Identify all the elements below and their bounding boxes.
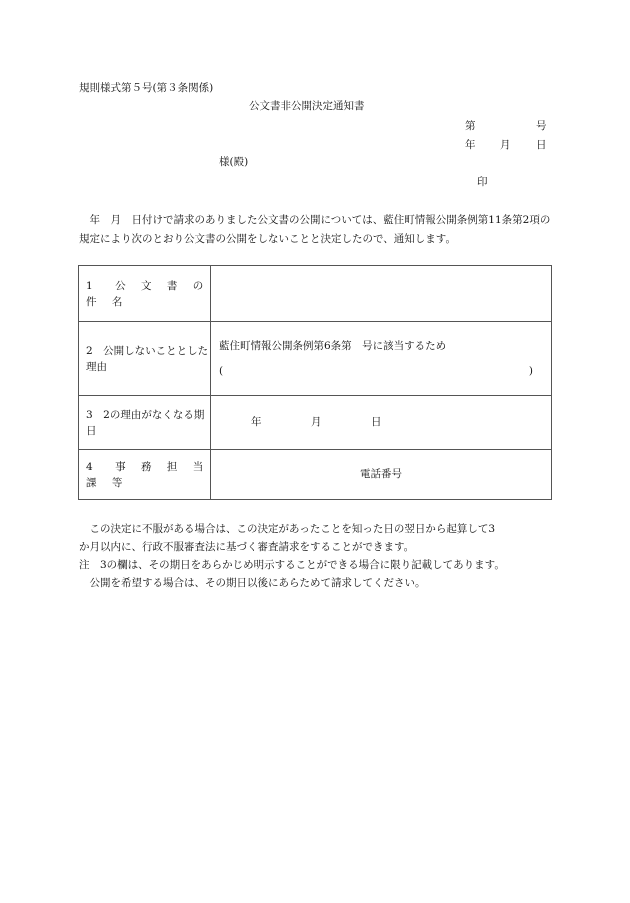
table-row xyxy=(79,322,552,396)
reason-parentheses xyxy=(211,365,551,378)
row-label-document-name: 1 公 文 書 の 件 名 xyxy=(79,266,211,322)
doc-number-go: 号 xyxy=(536,120,547,132)
phone-label: 電話番号 xyxy=(211,450,552,500)
date-year: 年 xyxy=(465,139,476,151)
table-row xyxy=(79,396,552,450)
reason-cell xyxy=(211,322,552,396)
row-label-expiry-date: 3 2の理由がなくなる期日 xyxy=(79,396,211,450)
date-month: 月 xyxy=(500,139,511,151)
open-paren: ( xyxy=(219,364,224,377)
reason-text: 藍住町情報公開条例第6条第 号に該当するため xyxy=(219,339,447,352)
seal-mark: 印 xyxy=(477,176,488,188)
note-line-4: 公開を希望する場合は、その期日以後にあらためて請求してください。 xyxy=(79,577,426,589)
expiry-date-fields xyxy=(211,416,551,429)
note-line-3: 注 3の欄は、その期日をあらかじめ明示することができる場合に限り記載してあります。 xyxy=(79,559,505,571)
notice-body: 年 月 日付けで請求のありました公文書の公開については、藍住町情報公開条例第11条第2項の規定により次のとおり公文書の公開をしないことと決定したので、通知します。 xyxy=(79,214,551,245)
expiry-month: 月 xyxy=(311,416,322,429)
recipient-suffix: 様(殿) xyxy=(219,156,249,168)
form-label: 規則様式第５号(第３条関係) xyxy=(79,82,214,94)
document-title: 公文書非公開決定通知書 xyxy=(249,100,365,112)
row-label-department: 4 事 務 担 当 課 等 xyxy=(79,450,211,500)
date-day: 日 xyxy=(536,139,547,151)
notes-section xyxy=(79,520,559,592)
expiry-year: 年 xyxy=(251,416,262,429)
table-row xyxy=(79,450,552,500)
close-paren: ) xyxy=(528,364,533,377)
decision-table xyxy=(78,265,552,500)
expiry-date-cell xyxy=(211,396,552,450)
doc-number-dai: 第 xyxy=(465,120,476,132)
note-line-1: この決定に不服がある場合は、この決定があったことを知った日の翌日から起算して3 xyxy=(79,523,496,535)
document-name-value xyxy=(211,266,552,322)
table-row xyxy=(79,266,552,322)
row-label-reason: 2 公開しないこととした理由 xyxy=(79,322,211,396)
expiry-day: 日 xyxy=(371,416,382,429)
note-line-2: か月以内に、行政不服審査法に基づく審査請求をすることができます。 xyxy=(79,541,415,553)
